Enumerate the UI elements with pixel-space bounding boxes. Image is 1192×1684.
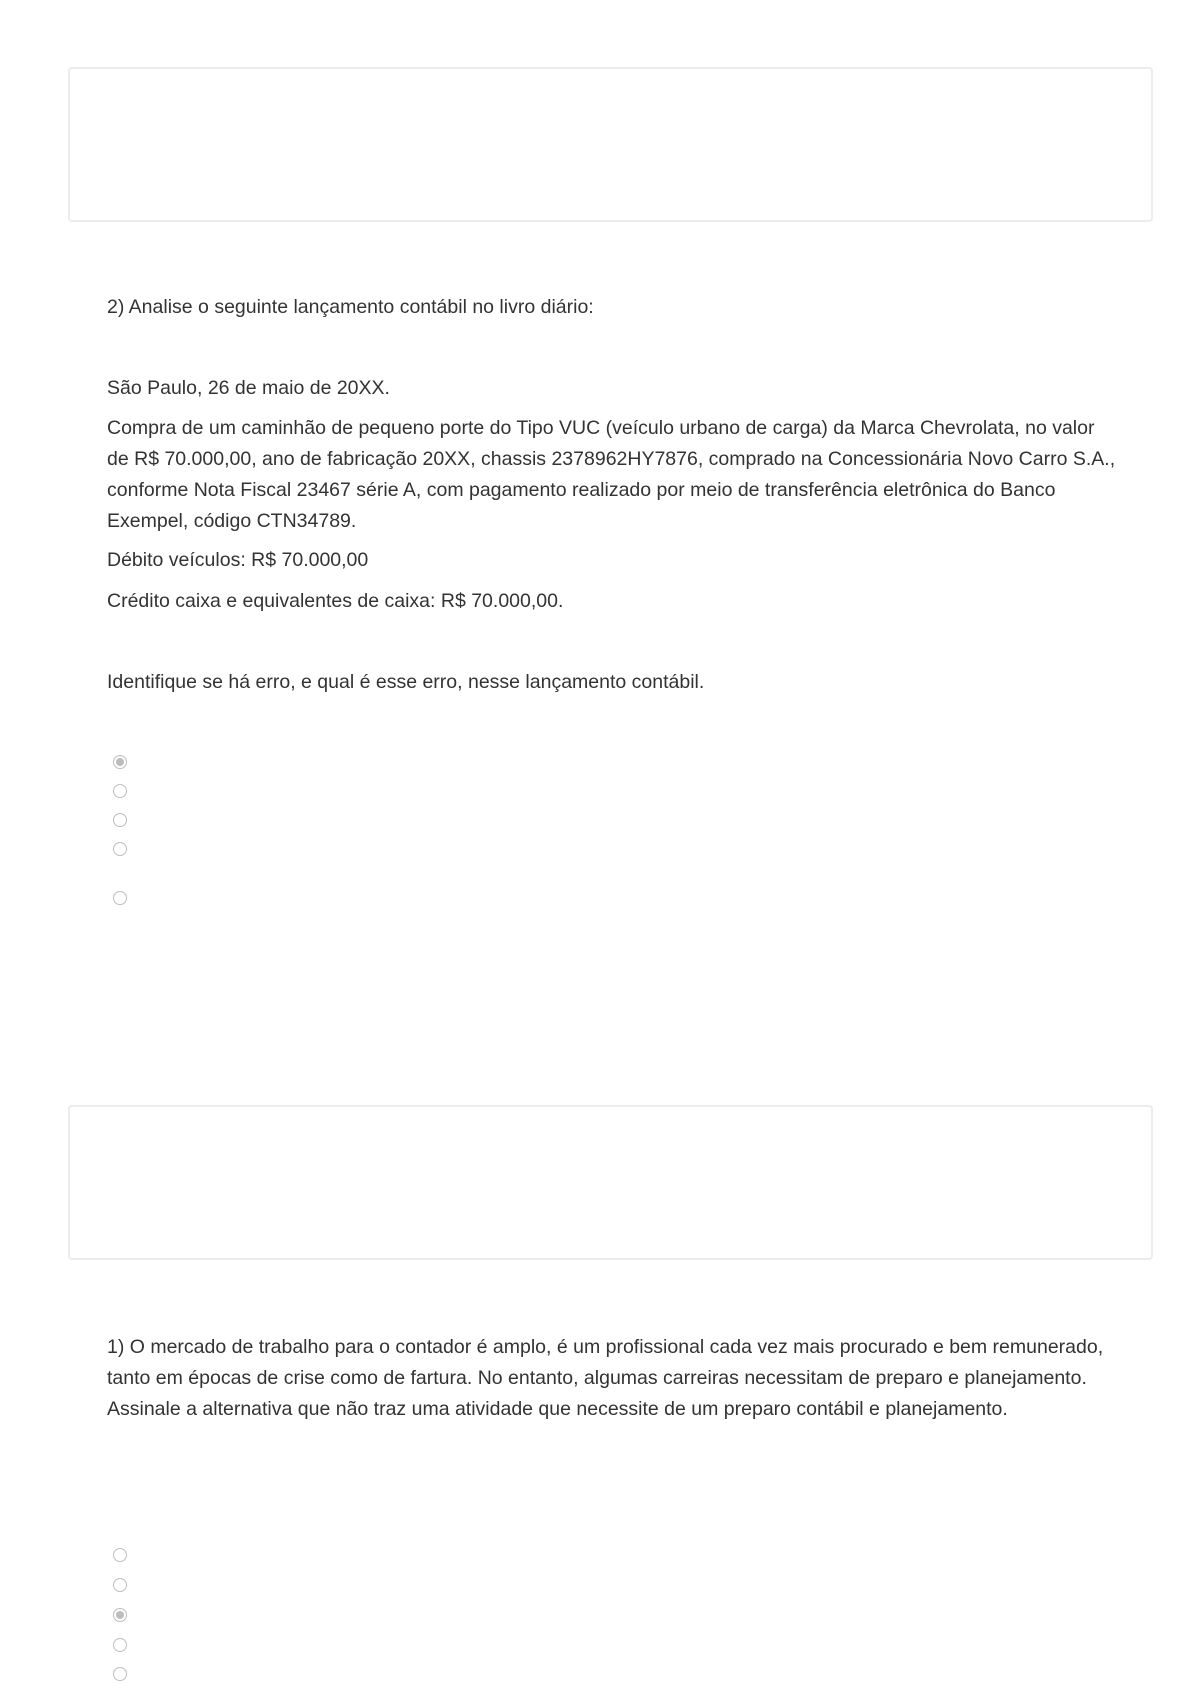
question-2-location-date: São Paulo, 26 de maio de 20XX. — [107, 377, 390, 399]
header-panel-bottom — [68, 1105, 1153, 1260]
question-2-description: Compra de um caminhão de pequeno porte do Tipo VUC (veículo urbano de carga) da Marca Chevrolata, no valor de R$ 70.000,00, ano de fabricação 20XX, chassis 2378962HY7876, comprado na Concessionária Novo Carro S.A., conforme Nota Fiscal 23467 série A, com pagamento realizado por meio de transferência eletrônica do Banco Exempel, código CTN34789. — [107, 417, 1116, 532]
question-2-credit: Crédito caixa e equivalentes de caixa: R$ 70.000,00. — [107, 590, 564, 612]
question-2-option-e-radio[interactable] — [113, 891, 127, 905]
question-1-option-c-radio[interactable] — [113, 1608, 127, 1622]
question-2-option-d-radio[interactable] — [113, 842, 127, 856]
header-panel-top — [68, 67, 1153, 222]
question-2-option-a-radio[interactable] — [113, 755, 127, 769]
question-1-option-e-radio[interactable] — [113, 1667, 127, 1681]
question-2-title: 2) Analise o seguinte lançamento contábil no livro diário: — [107, 296, 594, 318]
question-1-option-d-radio[interactable] — [113, 1638, 127, 1652]
question-2-instruction: Identifique se há erro, e qual é esse erro, nesse lançamento contábil. — [107, 671, 705, 693]
question-2-option-b-radio[interactable] — [113, 784, 127, 798]
question-1-option-a-radio[interactable] — [113, 1548, 127, 1562]
question-1-option-b-radio[interactable] — [113, 1578, 127, 1592]
question-2-option-c-radio[interactable] — [113, 813, 127, 827]
question-2-debit: Débito veículos: R$ 70.000,00 — [107, 549, 369, 571]
question-1-title: 1) O mercado de trabalho para o contador é amplo, é um profissional cada vez mais procurado e bem remunerado, tanto em épocas de crise como de fartura. No entanto, algumas carreiras necessitam de preparo e planejamento. Assinale a alternativa que não traz uma atividade que necessite de um preparo contábil e planejamento. — [107, 1336, 1104, 1420]
